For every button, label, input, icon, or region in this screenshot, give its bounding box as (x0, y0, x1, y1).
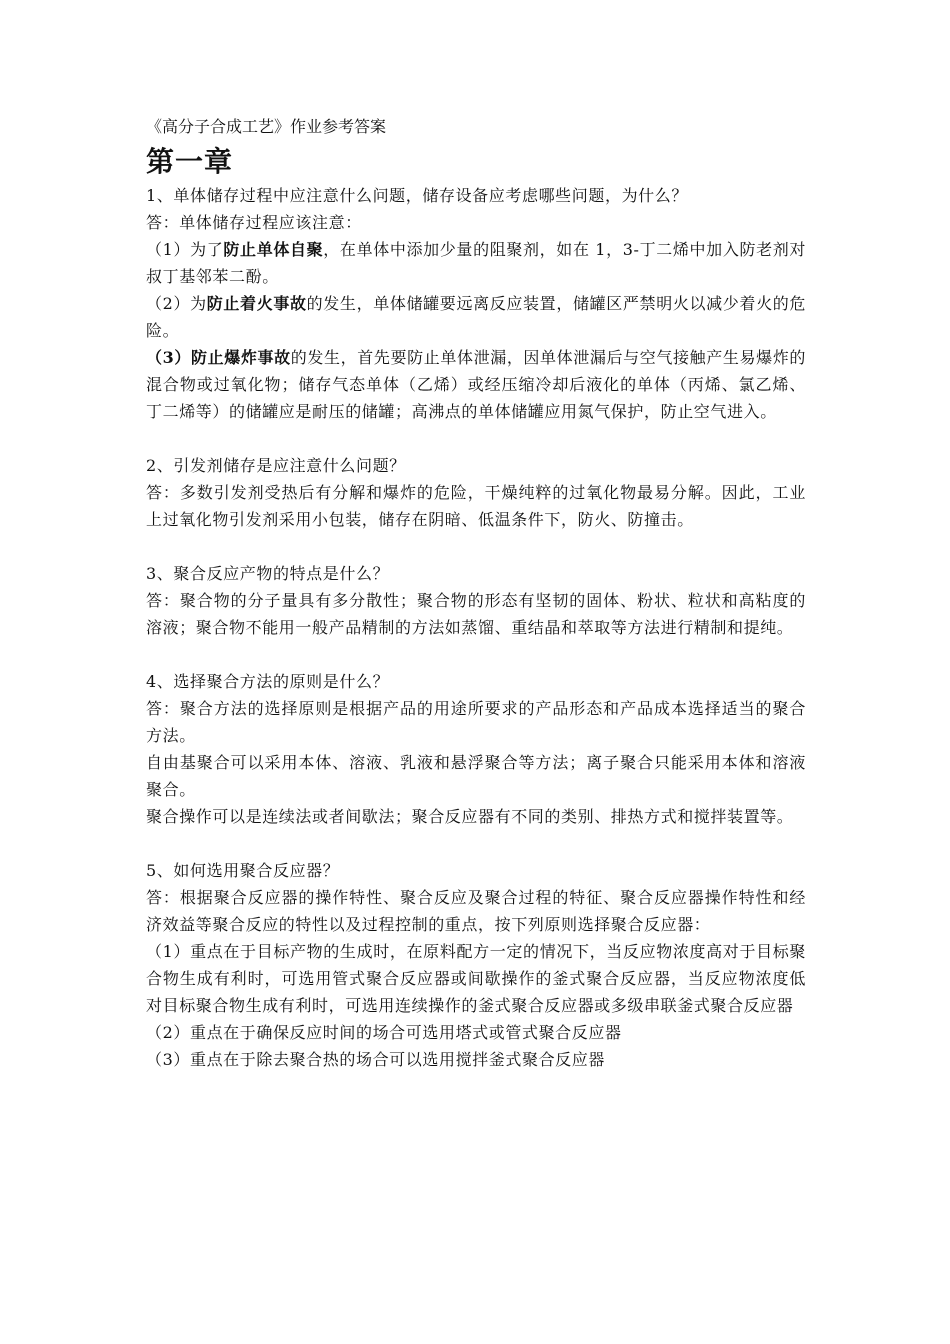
point-keyword: 防止单体自聚 (223, 240, 324, 259)
answer-5-point-3: （3）重点在于除去聚合热的场合可以选用搅拌釜式聚合反应器 (146, 1050, 605, 1069)
answer-1-point-2 (146, 290, 806, 344)
answer-1-intro: 答：单体储存过程应该注意： (146, 213, 362, 232)
answer-1-point-1 (146, 236, 806, 290)
question-3-section (146, 560, 806, 641)
point-prefix: （2）为 (146, 294, 207, 313)
point-keyword: 防止着火事故 (206, 294, 307, 313)
chapter-heading: 第一章 (146, 145, 234, 178)
answer-2: 答：多数引发剂受热后有分解和爆炸的危险，干燥纯粹的过氧化物最易分解。因此，工业上过氧化物引发剂采用小包装，储存在阴暗、低温条件下，防火、防撞击。 (146, 483, 806, 529)
spacer (146, 830, 806, 857)
answer-4-line-2: 自由基聚合可以采用本体、溶液、乳液和悬浮聚合等方法；离子聚合只能采用本体和溶液聚合。 (146, 753, 806, 799)
question-2-section (146, 452, 806, 533)
answer-5-point-1: （1）重点在于目标产物的生成时，在原料配方一定的情况下，当反应物浓度高对于目标聚合物生成有利时，可选用管式聚合反应器或间歇操作的釜式聚合反应器，当反应物浓度低对目标聚合物生成有利时，可选用连续操作的釜式聚合反应器或多级串联釜式聚合反应器 (146, 942, 806, 1015)
answer-5: 答：根据聚合反应器的操作特性、聚合反应及聚合过程的特征、聚合反应器操作特性和经济效益等聚合反应的特性以及过程控制的重点，按下列原则选择聚合反应器： (146, 888, 806, 934)
answer-1-point-3 (146, 344, 806, 425)
question-5: 5、如何选用聚合反应器？ (146, 861, 340, 880)
document-title: 《高分子合成工艺》作业参考答案 (146, 117, 387, 136)
spacer (146, 425, 806, 452)
answer-4-line-3: 聚合操作可以是连续法或者间歇法；聚合反应器有不同的类别、排热方式和搅拌装置等。 (146, 807, 794, 826)
question-4: 4、选择聚合方法的原则是什么？ (146, 672, 390, 691)
spacer (146, 533, 806, 560)
point-text: ，在单体中添加少量的阻聚剂，如在 1，3-丁二烯中加入防老剂对叔丁基邻苯二酚。 (146, 240, 807, 286)
point-text: 的发生，单体储罐要远离反应装置，储罐区严禁明火以减少着火的危险。 (146, 294, 806, 340)
point-prefix: （1）为了 (146, 240, 224, 259)
question-3: 3、聚合反应产物的特点是什么？ (146, 564, 390, 583)
question-1-section (146, 182, 806, 425)
document-page (146, 112, 806, 1073)
point-text: 的发生，首先要防止单体泄漏，因单体泄漏后与空气接触产生易爆炸的混合物或过氧化物；储存气态单体（乙烯）或经压缩冷却后液化的单体（丙烯、氯乙烯、丁二烯等）的储罐应是耐压的储罐；高沸点的单体储罐应用氮气保护，防止空气进入。 (146, 348, 806, 421)
answer-5-point-2: （2）重点在于确保反应时间的场合可选用塔式或管式聚合反应器 (146, 1023, 622, 1042)
question-1: 1、单体储存过程中应注意什么问题，储存设备应考虑哪些问题，为什么？ (146, 186, 688, 205)
answer-4: 答：聚合方法的选择原则是根据产品的用途所要求的产品形态和产品成本选择适当的聚合方法。 (146, 699, 806, 745)
spacer (146, 641, 806, 668)
question-4-section (146, 668, 806, 830)
question-5-section (146, 857, 806, 1073)
answer-3: 答：聚合物的分子量具有多分散性；聚合物的形态有坚韧的固体、粉状、粒状和高粘度的溶液；聚合物不能用一般产品精制的方法如蒸馏、重结晶和萃取等方法进行精制和提纯。 (146, 591, 806, 637)
point-keyword: （3）防止爆炸事故 (146, 348, 291, 367)
question-2: 2、引发剂储存是应注意什么问题？ (146, 456, 406, 475)
